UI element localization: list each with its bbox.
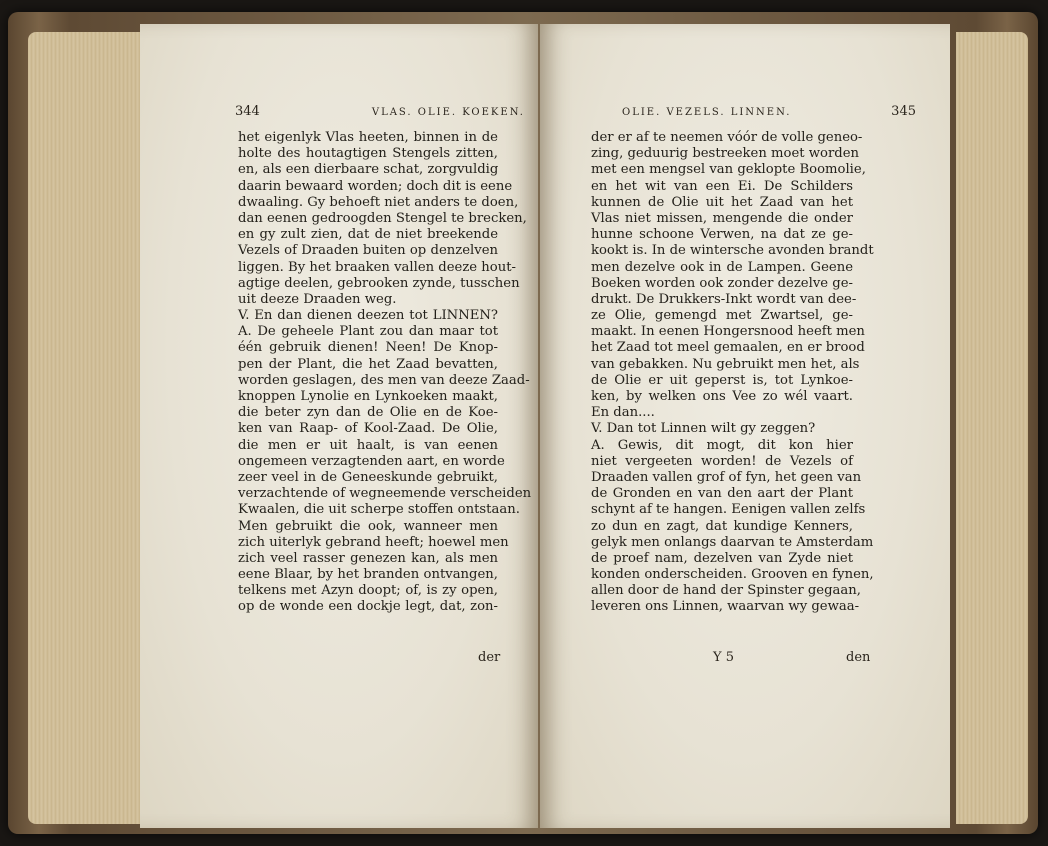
text-line: die men er uit haalt, is van eenen [238, 437, 498, 453]
text-line: allen door de hand der Spinster gegaan, [591, 583, 861, 599]
text-line: Kwaalen, die uit scherpe stoffen ontstaan. [238, 502, 520, 518]
text-line: ken van Raap- of Kool-Zaad. De Olie, [238, 421, 498, 437]
running-head: OLIE. VEZELS. LINNEN. [622, 107, 792, 118]
left-page-header [235, 104, 525, 119]
page-number: 344 [235, 104, 260, 119]
page-number: 345 [891, 104, 916, 119]
text-line: der er af te neemen vóór de volle geneo- [591, 130, 863, 145]
text-line: eene Blaar, by het branden ontvangen, [238, 567, 498, 583]
right-page-header [622, 104, 916, 119]
text-line: het eigenlyk Vlas heeten, binnen in de [238, 130, 498, 145]
text-line: Vlas niet missen, mengende die onder [591, 210, 853, 226]
text-line: En dan.... [591, 405, 655, 421]
text-line: het Zaad tot meel gemaalen, en er brood [591, 340, 865, 356]
catchword: der [478, 650, 501, 665]
text-line: de proef nam, dezelven van Zyde niet [591, 550, 853, 566]
text-line: kookt is. In de wintersche avonden brandt [591, 243, 874, 259]
text-line: de Gronden en van den aart der Plant [591, 486, 853, 502]
text-line: schynt af te hangen. Eenigen vallen zelfs [591, 502, 866, 518]
text-line: zing, geduurig bestreeken moet worden [591, 146, 860, 162]
text-line: pen der Plant, die het Zaad bevatten, [238, 356, 498, 372]
text-line: verzachtende of wegneemende verscheiden [238, 486, 532, 502]
text-line: één gebruik dienen! Neen! De Knop- [238, 340, 498, 356]
text-line: liggen. By het braaken vallen deeze hout- [238, 259, 516, 275]
text-line: de Olie er uit geperst is, tot Lynkoe- [591, 372, 853, 388]
text-line: zich veel rasser genezen kan, als men [238, 550, 498, 566]
text-line: Men gebruikt die ook, wanneer men [238, 518, 498, 534]
text-line: Vezels of Draaden buiten op denzelven [238, 243, 498, 259]
text-line: leveren ons Linnen, waarvan wy gewaa- [591, 599, 860, 615]
text-line: met een mengsel van geklopte Boomolie, [591, 162, 866, 178]
text-line: die beter zyn dan de Olie en de Koe- [238, 405, 498, 421]
text-line: ken, by welken ons Vee zo wél vaart. [591, 389, 853, 404]
text-line: Draaden vallen grof of fyn, het geen van [591, 469, 862, 485]
text-line: A. Gewis, dit mogt, dit kon hier [591, 437, 853, 453]
text-line: gelyk men onlangs daarvan te Amsterdam [591, 534, 874, 550]
text-line: zich uiterlyk gebrand heeft; hoewel men [238, 534, 509, 550]
right-page-edges [956, 32, 1028, 824]
text-line: kunnen de Olie uit het Zaad van het [591, 194, 853, 210]
text-line: zo dun en zagt, dat kundige Kenners, [591, 518, 853, 534]
text-line: men dezelve ook in de Lampen. Geene [591, 259, 853, 275]
text-line: op de wonde een dockje legt, dat, zon- [238, 599, 498, 615]
text-line: hunne schoone Verwen, na dat ze ge- [591, 227, 853, 243]
left-page [140, 24, 538, 828]
text-line: konden onderscheiden. Grooven en fynen, [591, 567, 874, 583]
left-page-edges [28, 32, 150, 824]
text-line: telkens met Azyn doopt; of, is zy open, [238, 583, 498, 599]
text-line: van gebakken. Nu gebruikt men het, als [591, 356, 860, 372]
text-line: Boeken worden ook zonder dezelve ge- [591, 275, 853, 291]
text-line: holte des houtagtigen Stengels zitten, [238, 146, 498, 162]
text-line: en, als een dierbaare schat, zorgvuldig [238, 162, 499, 178]
text-line: dwaaling. Gy behoeft niet anders te doen, [238, 194, 519, 210]
left-page-text [238, 130, 532, 616]
text-line: ongemeen verzagtenden aart, en worde [238, 453, 505, 469]
text-line: dan eenen gedroogden Stengel te brecken, [238, 210, 527, 226]
text-line: ze Olie, gemengd met Zwartsel, ge- [591, 308, 853, 324]
signature-mark: Y 5 [713, 650, 734, 665]
text-line: drukt. De Drukkers-Inkt wordt van dee- [591, 291, 857, 307]
text-line: uit deeze Draaden weg. [238, 291, 397, 307]
running-head: VLAS. OLIE. KOEKEN. [371, 107, 525, 118]
text-line: A. De geheele Plant zou dan maar tot [238, 324, 498, 340]
text-line: niet vergeeten worden! de Vezels of [591, 453, 853, 469]
text-line: agtige deelen, gebrooken zynde, tusschen [238, 275, 520, 291]
text-line: daarin bewaard worden; doch dit is eene [238, 178, 513, 194]
text-line: zeer veel in de Geneeskunde gebruikt, [238, 469, 498, 485]
right-page [540, 24, 950, 828]
text-line: en gy zult zien, dat de niet breekende [238, 227, 498, 243]
text-line: V. En dan dienen deezen tot LINNEN? [238, 308, 498, 324]
text-line: worden geslagen, des men van deeze Zaad- [238, 372, 530, 388]
text-line: V. Dan tot Linnen wilt gy zeggen? [591, 421, 816, 437]
text-line: knoppen Lynolie en Lynkoeken maakt, [238, 389, 498, 404]
text-line: maakt. In eenen Hongersnood heeft men [591, 324, 865, 340]
text-line: en het wit van een Ei. De Schilders [591, 178, 853, 194]
catchword: den [846, 650, 871, 665]
right-page-text [591, 130, 874, 616]
